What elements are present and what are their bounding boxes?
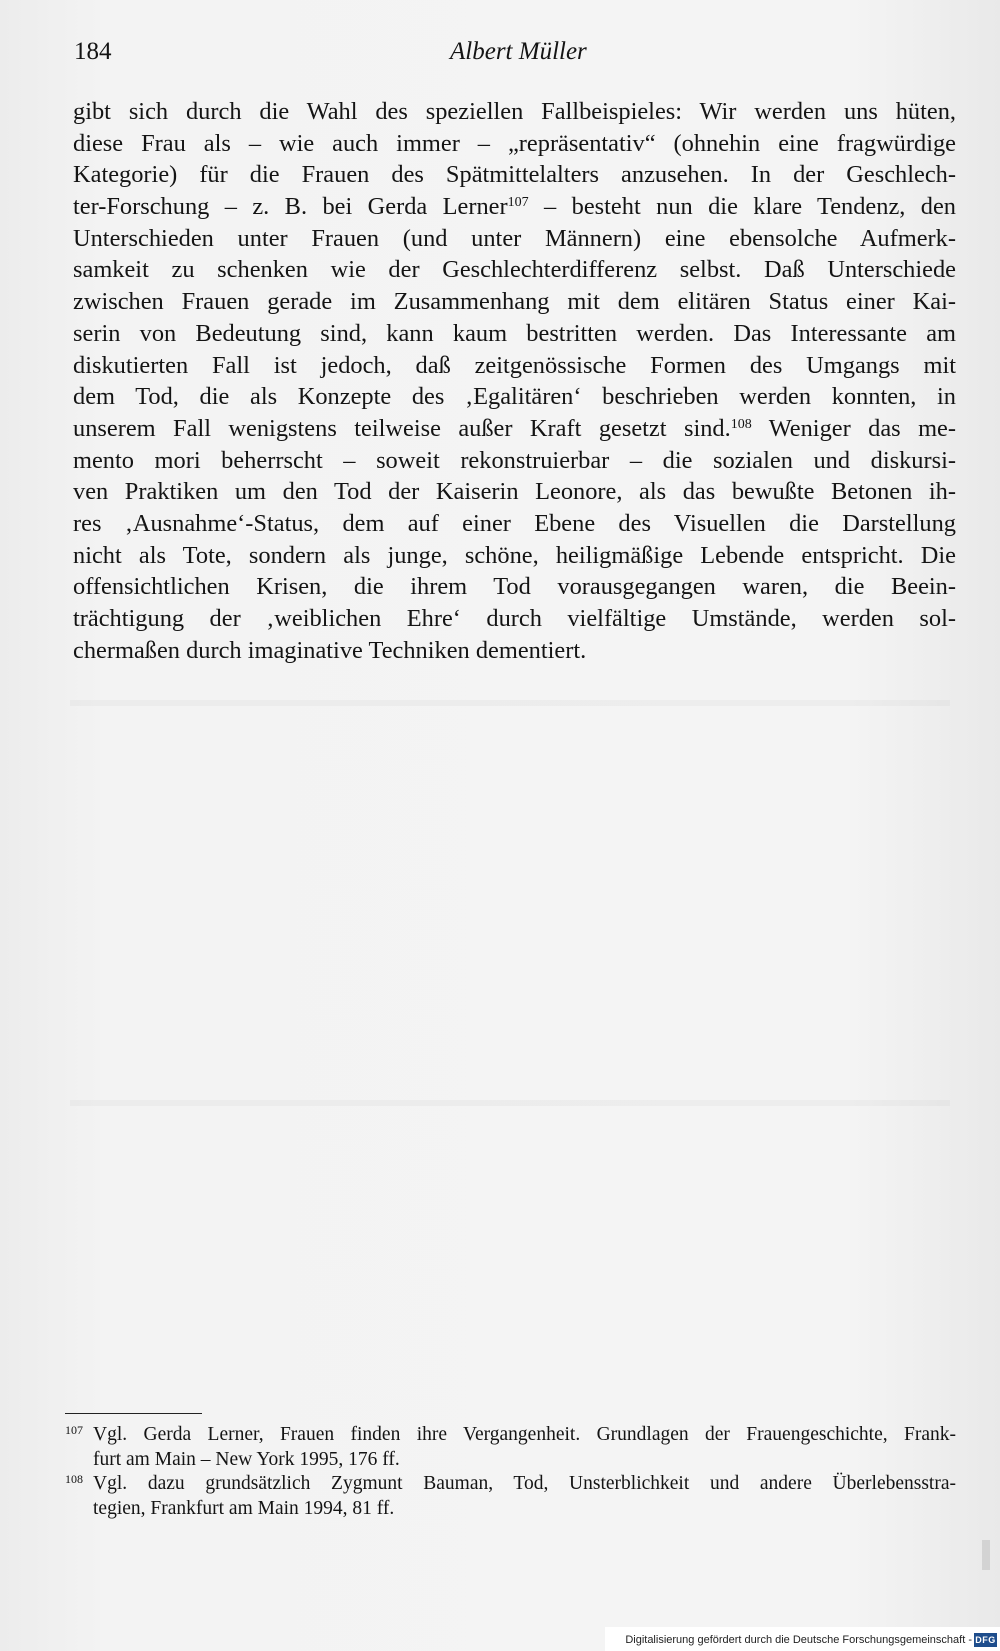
footnote-108-cont: tegien, Frankfurt am Main 1994, 81 ff. — [93, 1497, 395, 1519]
text-line: Kategorie) für die Frauen des Spätmittelalters anzusehen. In der Geschlech- — [73, 161, 956, 189]
dfg-logo-icon: DFG — [975, 1635, 996, 1645]
footnote-text: Vgl. dazu grundsätzlich Zygmunt Bauman, Tod, Unsterblichkeit und andere Überlebensstra- — [93, 1473, 956, 1494]
text-line: gibt sich durch die Wahl des speziellen Fallbeispieles: Wir werden uns hüten, — [73, 98, 956, 125]
text-line — [73, 413, 956, 445]
body-text — [73, 96, 956, 666]
text-line: diese Frau als – wie auch immer – „repräsentativ“ (ohnehin eine fragwürdige — [73, 129, 956, 157]
text-line — [73, 191, 956, 223]
running-head: Albert Müller — [450, 38, 587, 65]
footnote-108: 108 Vgl. dazu grundsätzlich Zygmunt Bauman, Tod, Unsterblichkeit und andere Überlebensstra- — [65, 1472, 956, 1494]
text-line: zwischen Frauen gerade im Zusammenhang mit dem elitären Status einer Kai- — [73, 288, 956, 316]
footnote-ref[interactable]: 107 — [507, 195, 529, 211]
text-line: samkeit zu schenken wie der Geschlechterdifferenz selbst. Daß Unterschiede — [73, 256, 956, 284]
text-line: Unterschieden unter Frauen (und unter Männern) eine ebensolche Aufmerk- — [73, 224, 956, 252]
footnotes — [65, 1423, 956, 1521]
text-fragment: unserem Fall wenigstens teilweise außer Kraft gesetzt sind. — [73, 414, 731, 442]
text-line: res ‚Ausnahme‘-Status, dem auf einer Ebene des Visuellen die Darstellung — [73, 509, 956, 537]
footnote-107-cont: furt am Main – New York 1995, 176 ff. — [93, 1448, 400, 1470]
text-fragment: ter-Forschung – z. B. bei Gerda Lerner — [73, 193, 508, 221]
text-line: diskutierten Fall ist jedoch, daß zeitgenössische Formen des Umgangs mit — [73, 351, 956, 379]
page-number: 184 — [74, 38, 112, 65]
text-line: mento mori beherrscht – soweit rekonstruierbar – die sozialen und diskursi- — [73, 446, 956, 474]
footnote-107: 107 Vgl. Gerda Lerner, Frauen finden ihre Vergangenheit. Grundlagen der Frauengeschichte, Frank- — [65, 1423, 956, 1445]
text-line: nicht als Tote, sondern als junge, schöne, heiligmäßige Lebende entspricht. Die — [73, 541, 956, 569]
footnote-ref[interactable]: 108 — [730, 416, 752, 432]
text-line: chermaßen durch imaginative Techniken dementiert. — [73, 636, 587, 664]
footnote-rule — [65, 1413, 202, 1414]
text-fragment: – besteht nun die klare Tendenz, den — [528, 193, 956, 221]
text-fragment: Weniger das me- — [751, 414, 956, 442]
text-line: offensichtlichen Krisen, die ihrem Tod vorausgegangen waren, die Beein- — [73, 573, 956, 601]
text-line: trächtigung der ‚weiblichen Ehre‘ durch vielfältige Umstände, werden sol- — [73, 605, 956, 632]
digitization-credit: Digitalisierung gefördert durch die Deutsche Forschungsgemeinschaft - — [625, 1634, 972, 1646]
text-line: dem Tod, die als Konzepte des ‚Egalitären‘ beschrieben werden konnten, in — [73, 383, 956, 411]
text-line: serin von Bedeutung sind, kann kaum bestritten werden. Das Interessante am — [73, 319, 956, 347]
page-edge-mark — [982, 1540, 990, 1570]
page-header — [74, 38, 954, 78]
bleed-through — [70, 700, 950, 706]
bleed-through — [70, 1100, 950, 1106]
text-line: ven Praktiken um den Tod der Kaiserin Leonore, als das bewußte Betonen ih- — [73, 478, 956, 506]
footnote-text: Vgl. Gerda Lerner, Frauen finden ihre Vergangenheit. Grundlagen der Frauengeschichte, Frank- — [93, 1424, 956, 1445]
